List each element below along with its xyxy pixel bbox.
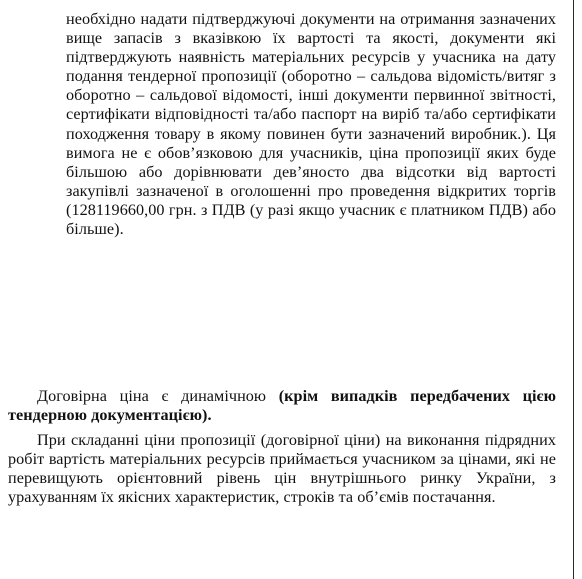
page-right-border [573,0,574,579]
contract-price-exception: (крім випадків передбачених цією тендерною документацією). [8,387,556,425]
material-resources-paragraph [8,431,556,507]
requirements-text: необхідно надати підтверджуючі документи на отримання зазначених вище запасів з вказівкою їх вартості та якості, документи які підтверджують наявність матеріальних ресурсів у учасника на дату подання тендерної пропозиції (оборотно – сальдова відомість/витяг з оборотно – сальдової відомості, інші документи первинної звітності, сертифікати відповідності та/або паспорт на виріб та/або сертифікати походження товару в якому повинен бути зазначений виробник.). Ця вимога не є обов’язковою для учасників, ціна пропозиції яких буде більшою або дорівнювати дев’яносто два відсотки від вартості закупівлі зазначеної в оголошенні про проведення відкритих торгів (128119660,00 грн. з ПДВ (у разі якщо учасник є платником ПДВ) або більше). [66,10,556,239]
cutoff-next-line [8,570,556,579]
material-resources-text: При складанні ціни пропозиції (договірної ціни) на виконання підрядних робіт вартість матеріальних ресурсів приймається учасником за цінами, які не перевищують орієнтовний рівень цін внутрішнього ринку України, з урахуванням їх якісних характеристик, строків та об’ємів постачання. [8,431,556,507]
requirements-paragraph [66,10,556,239]
contract-price-paragraph [8,387,556,425]
contract-price-text: Договірна ціна є динамічною [37,387,279,405]
